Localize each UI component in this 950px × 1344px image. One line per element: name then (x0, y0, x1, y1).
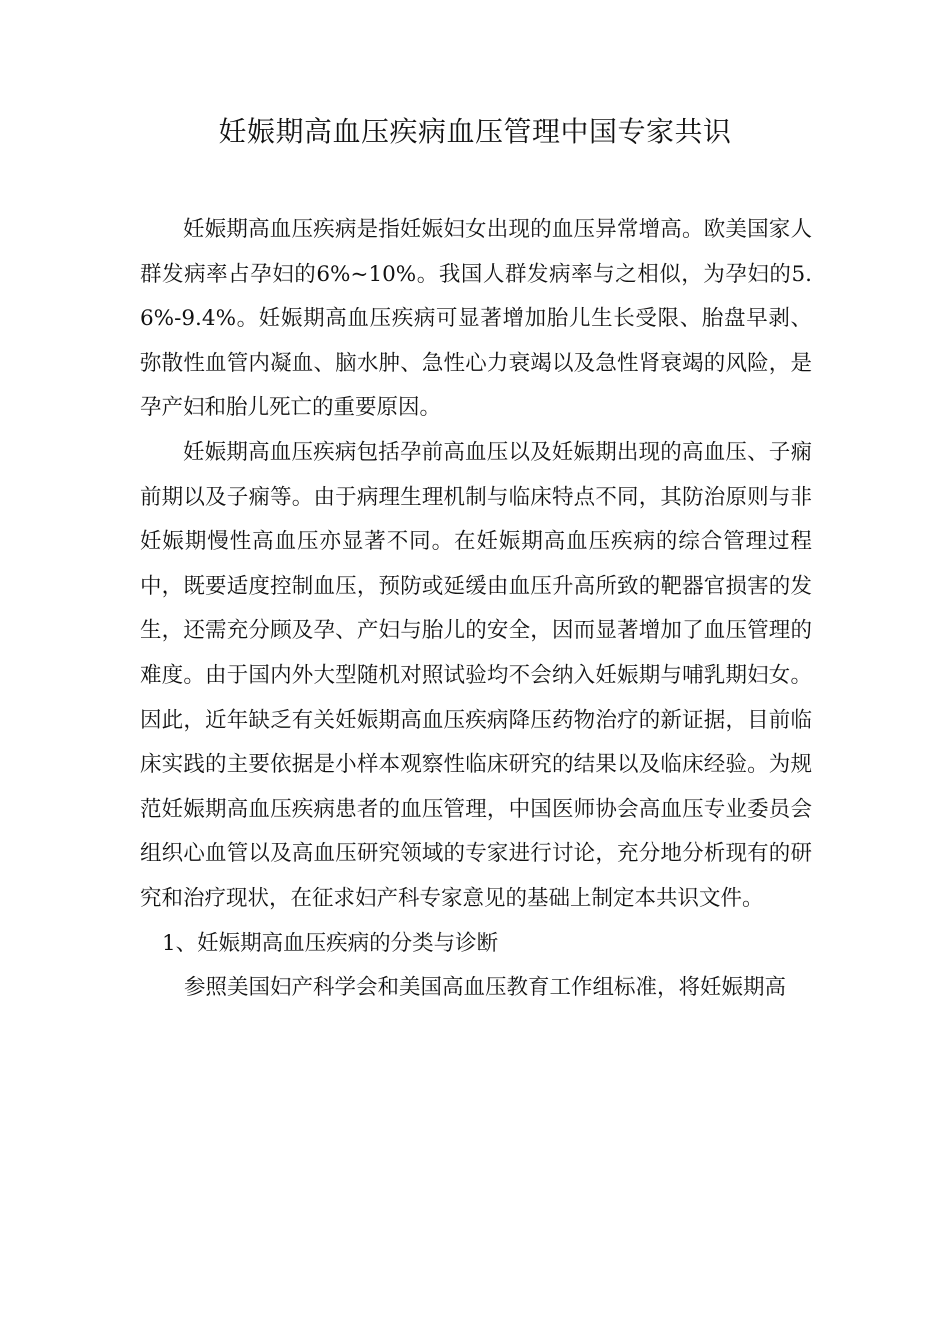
paragraph-intro: 妊娠期高血压疾病是指妊娠妇女出现的血压异常增高。欧美国家人群发病率占孕妇的6%~10%。我国人群发病率与之相似，为孕妇的5.6%-9.4%。妊娠期高血压疾病可显著增加胎儿生长受限、胎盘早剥、弥散性血管内凝血、脑水肿、急性心力衰竭以及急性肾衰竭的风险，是孕产妇和胎儿死亡的重要原因。 (140, 217, 812, 421)
section-paragraph: 参照美国妇产科学会和美国高血压教育工作组标准，将妊娠期高 (184, 975, 787, 1001)
paragraph-background: 妊娠期高血压疾病包括孕前高血压以及妊娠期出现的高血压、子痫前期以及子痫等。由于病理生理机制与临床特点不同，其防治原则与非妊娠期慢性高血压亦显著不同。在妊娠期高血压疾病的综合管理过程中，既要适度控制血压，预防或延缓由血压升高所致的靶器官损害的发生，还需充分顾及孕、产妇与胎儿的安全，因而显著增加了血压管理的难度。由于国内外大型随机对照试验均不会纳入妊娠期与哺乳期妇女。因此，近年缺乏有关妊娠期高血压疾病降压药物治疗的新证据，目前临床实践的主要依据是小样本观察性临床研究的结果以及临床经验。为规范妊娠期高血压疾病患者的血压管理，中国医师协会高血压专业委员会组织心血管以及高血压研究领域的专家进行讨论，充分地分析现有的研究和治疗现状，在征求妇产科专家意见的基础上制定本共识文件。 (140, 439, 812, 911)
document-title: 妊娠期高血压疾病血压管理中国专家共识 (218, 115, 732, 148)
document-body (140, 208, 812, 1011)
section-heading: 1、妊娠期高血压疾病的分类与诊断 (162, 930, 499, 956)
